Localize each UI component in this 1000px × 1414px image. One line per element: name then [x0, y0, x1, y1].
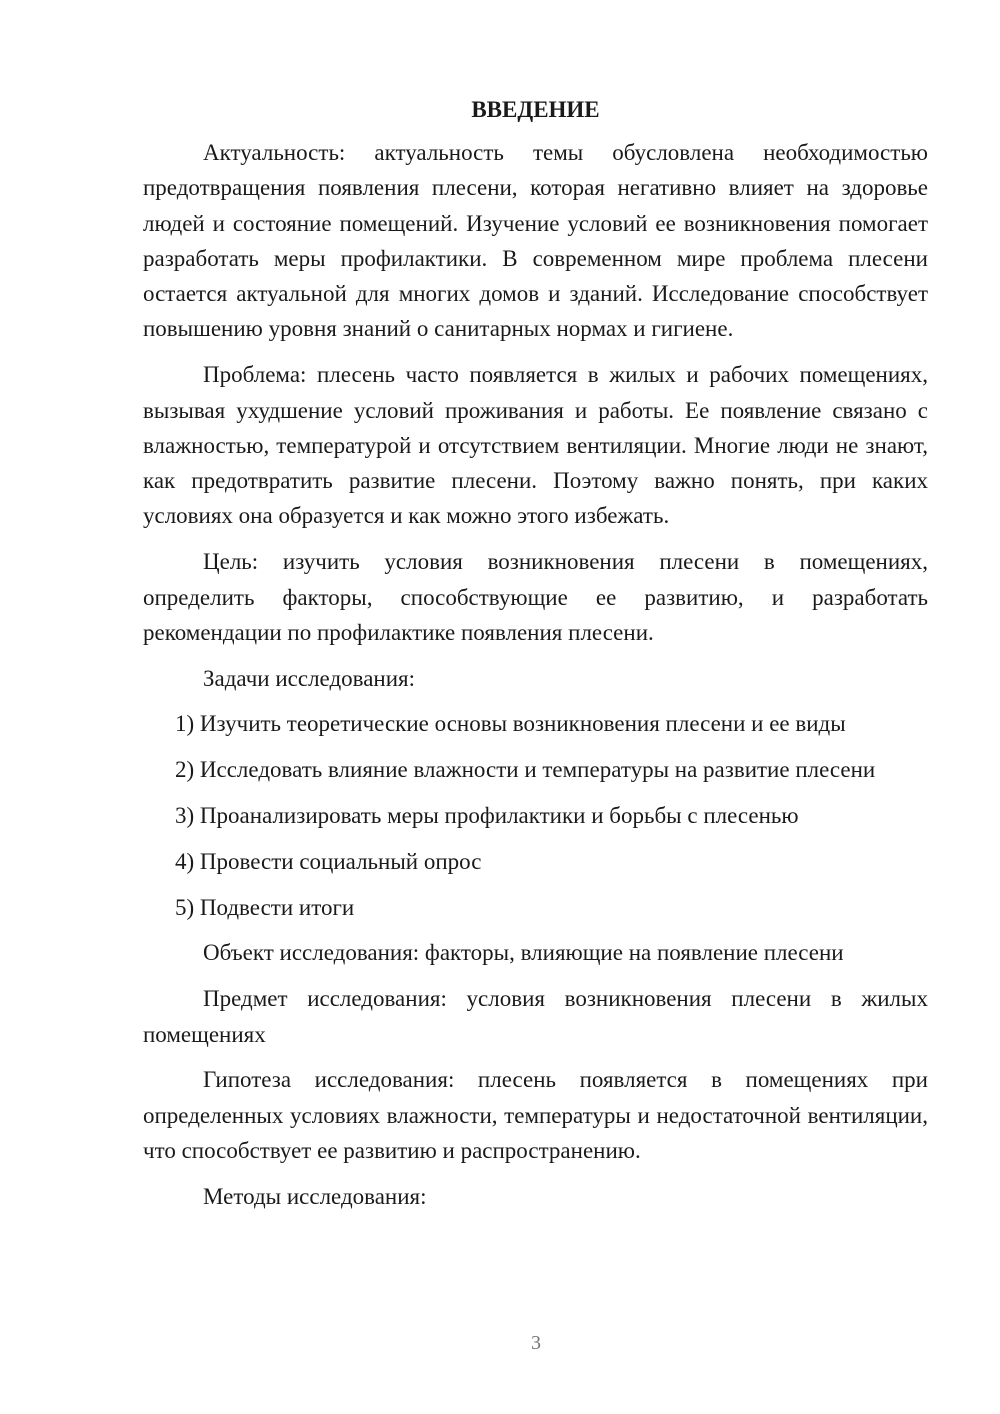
paragraph-object: Объект исследования: факторы, влияющие на появление плесени	[203, 940, 844, 966]
paragraph-subject: Предмет исследования: условия возникновения плесени в жилых помещениях	[143, 986, 928, 1047]
list-item: 1) Изучить теоретические основы возникновения плесени и ее виды	[175, 711, 846, 737]
paragraph-hypothesis: Гипотеза исследования: плесень появляется в помещениях при определенных условиях влажности, температуры и недостаточной вентиляции, что способствует ее развитию и распространению.	[143, 1067, 928, 1163]
paragraph-goal: Цель: изучить условия возникновения плесени в помещениях, определить факторы, способствующие ее развитию, и разработать рекомендации по профилактике появления плесени.	[143, 549, 928, 645]
page-number: 3	[531, 1332, 541, 1354]
list-item: 3) Проанализировать меры профилактики и борьбы с плесенью	[175, 803, 799, 829]
tasks-title: Задачи исследования:	[203, 665, 416, 691]
section-heading: ВВЕДЕНИЕ	[471, 97, 600, 122]
methods-title: Методы исследования:	[203, 1183, 427, 1209]
list-item: 4) Провести социальный опрос	[175, 848, 482, 874]
list-item: 5) Подвести итоги	[175, 894, 355, 920]
tasks-list	[143, 706, 928, 924]
list-item: 2) Исследовать влияние влажности и температуры на развитие плесени	[175, 757, 876, 783]
paragraph-problem: Проблема: плесень часто появляется в жилых и рабочих помещениях, вызывая ухудшение условий проживания и работы. Ее появление связано с влажностью, температурой и отсутствием вентиляции. Многие люди не знают, как предотвратить развитие плесени. Поэтому важно понять, при каких условиях она образуется и как можно этого избежать.	[143, 362, 928, 529]
page-content	[143, 92, 928, 1225]
paragraph-relevance: Актуальность: актуальность темы обусловлена необходимостью предотвращения появления плесени, которая негативно влияет на здоровье людей и состояние помещений. Изучение условий ее возникновения помогает разработать меры профилактики. В современном мире проблема плесени остается актуальной для многих домов и зданий. Исследование способствует повышению уровня знаний о санитарных нормах и гигиене.	[143, 140, 928, 342]
